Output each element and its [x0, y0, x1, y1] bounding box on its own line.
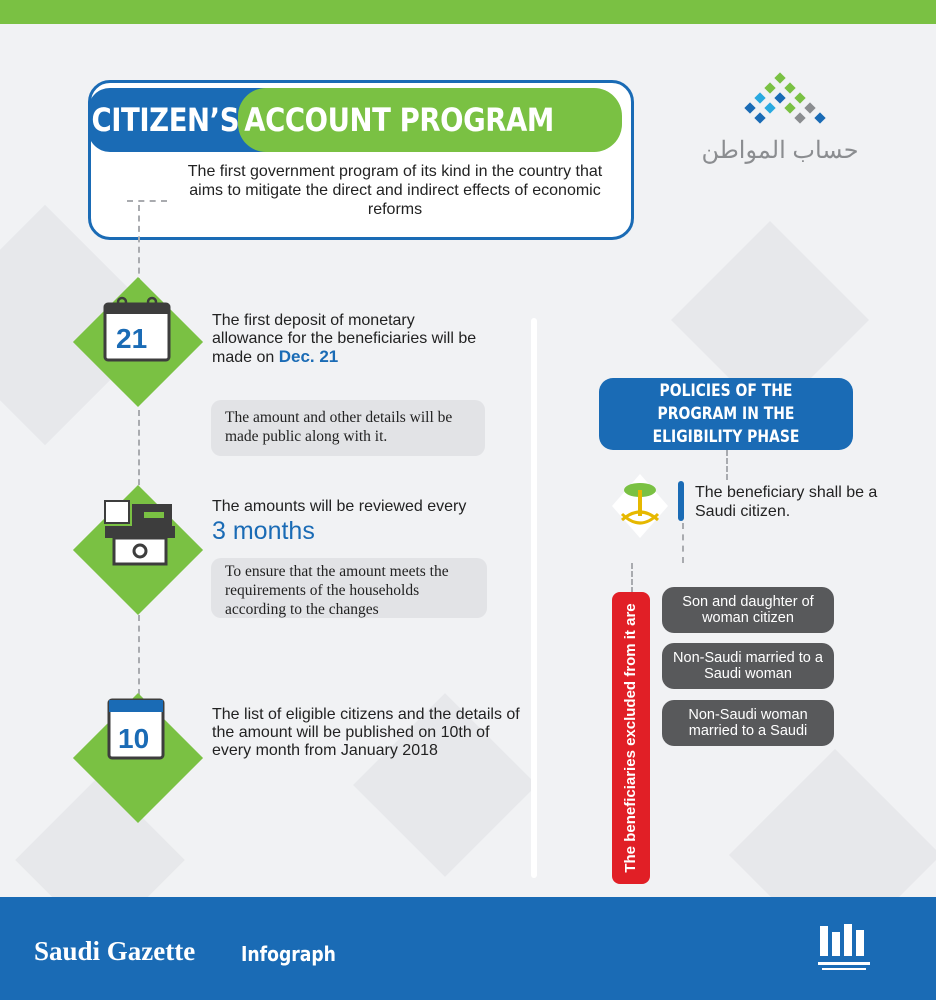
connector-line — [631, 563, 633, 593]
policy-condition: The beneficiary shall be a Saudi citizen. — [695, 484, 878, 520]
logo-arabic-text: حساب المواطن — [701, 137, 859, 164]
excluded-item: Non-Saudi married to a Saudi woman — [662, 643, 834, 689]
connector-line — [682, 523, 684, 563]
connector-line — [127, 200, 167, 202]
policy-accent-bar — [678, 481, 684, 521]
money-machine-icon — [100, 496, 180, 576]
footer-label: Infograph — [241, 942, 336, 966]
step-2-note: To ensure that the amount meets the requirements of the households according to the changes — [211, 558, 487, 618]
step-1-text — [212, 312, 482, 367]
calendar-icon — [100, 296, 176, 368]
step-1-note: The amount and other details will be made public along with it. — [211, 400, 485, 456]
excluded-item: Non-Saudi woman married to a Saudi — [662, 700, 834, 746]
connector-line — [138, 615, 140, 695]
footer-brand: Saudi Gazette — [34, 936, 196, 966]
policies-title — [599, 378, 853, 450]
top-green-bar — [0, 0, 936, 24]
title-subtitle: The first government program of its kind in the country that aims to mitigate the direct and indirect effects of economic reforms — [187, 163, 603, 218]
calendar-day-10: 10 — [118, 723, 150, 754]
step-2-interval: 3 months — [212, 517, 315, 545]
calendar-day-21: 21 — [116, 323, 148, 354]
title-part-2: ACCOUNT PROGRAM — [244, 101, 554, 139]
page-title — [88, 88, 554, 152]
saudi-emblem-icon — [606, 470, 674, 542]
step-2-body: The amounts will be reviewed every — [212, 498, 467, 515]
excluded-label: The beneficiaries excluded from it are — [622, 603, 639, 873]
calendar-10-icon — [104, 696, 168, 764]
connector-line — [138, 410, 140, 495]
publisher-logo-icon — [812, 918, 876, 974]
vertical-divider — [531, 318, 537, 878]
policies-title-text: POLICIES OF THE PROGRAM IN THE ELIGIBILITY PHASE — [652, 380, 800, 447]
step-3-text: The list of eligible citizens and the details of the amount will be published on 10th of every month from January 2018 — [212, 706, 520, 759]
connector-line — [726, 450, 728, 480]
step-1-date: Dec. 21 — [278, 347, 339, 366]
step-1-body: The first deposit of monetary allowance for the beneficiaries will be made on — [212, 312, 477, 366]
step-2-text — [212, 498, 512, 546]
excluded-item: Son and daughter of woman citizen — [662, 587, 834, 633]
title-part-1: CITIZEN’S — [91, 101, 240, 139]
